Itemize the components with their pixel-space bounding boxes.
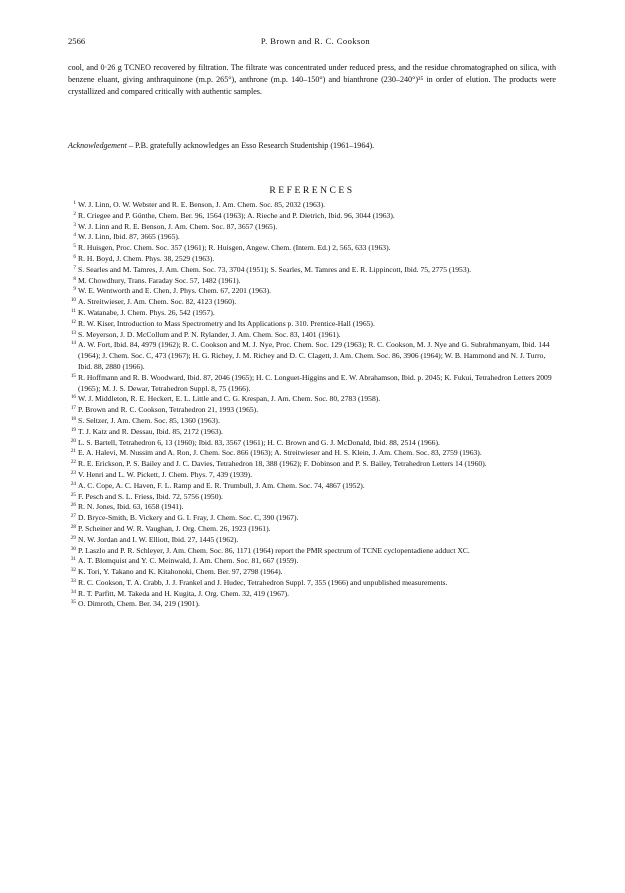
reference-text: A. Streitwieser, J. Am. Chem. Soc. 82, 4123 (1960). (78, 297, 237, 307)
reference-number: 18 (70, 415, 76, 422)
reference-text: A. T. Blomquist and Y. C. Meinwald, J. Am. Chem. Soc. 81, 667 (1959). (78, 556, 299, 566)
reference-text: R. N. Jones, Ibid. 63, 1658 (1941). (78, 502, 184, 512)
reference-item (68, 546, 556, 557)
reference-item (68, 589, 556, 600)
acknowledgement-text: – P.B. gratefully acknowledges an Esso Research Studentship (1961–1964). (126, 141, 375, 150)
reference-item (68, 297, 556, 308)
reference-item (68, 459, 556, 470)
reference-number: 5 (73, 243, 76, 250)
running-head: P. Brown and R. C. Cookson (260, 36, 371, 46)
reference-number: 15 (70, 372, 76, 379)
reference-text: W. J. Middleton, R. E. Heckert, E. L. Little and C. G. Krespan, J. Am. Chem. Soc. 80, 2783 (1958). (78, 394, 381, 404)
reference-item (68, 513, 556, 524)
reference-number: 12 (70, 318, 76, 325)
reference-item (68, 481, 556, 492)
reference-item (68, 448, 556, 459)
acknowledgement-label: Acknowledgement (68, 141, 127, 150)
reference-text: R. Huisgen, Proc. Chem. Soc. 357 (1961); R. Huisgen, Angew. Chem. (Intern. Ed.) 2, 565, 633 (1963). (78, 243, 391, 253)
reference-text: K. Watanabe, J. Chem. Phys. 26, 542 (1957). (78, 307, 215, 317)
reference-number: 9 (73, 286, 76, 293)
reference-text: S. Seltzer, J. Am. Chem. Soc. 85, 1360 (1963). (78, 415, 220, 425)
reference-item (68, 416, 556, 427)
reference-number: 21 (70, 448, 76, 455)
reference-item (68, 502, 556, 513)
reference-number: 13 (70, 329, 76, 336)
reference-number: 3 (73, 221, 76, 228)
reference-item (68, 427, 556, 438)
reference-text: R. C. Cookson, T. A. Crabb, J. J. Frankel and J. Hudec, Tetrahedron Suppl. 7, 355 (1966) and unpublished measurements. (78, 577, 448, 587)
reference-number: 33 (70, 577, 76, 584)
reference-item (68, 373, 556, 395)
reference-item (68, 567, 556, 578)
reference-number: 28 (70, 523, 76, 530)
reference-item (68, 308, 556, 319)
reference-number: 19 (70, 426, 76, 433)
reference-item (68, 211, 556, 222)
reference-item (68, 578, 556, 589)
reference-item (68, 276, 556, 287)
reference-item (68, 319, 556, 330)
reference-text: V. Henri and L. W. Pickett, J. Chem. Phys. 7, 439 (1939). (78, 469, 253, 479)
reference-number: 26 (70, 502, 76, 509)
reference-text: W. J. Linn and R. E. Benson, J. Am. Chem. Soc. 87, 3657 (1965). (78, 221, 278, 231)
reference-number: 29 (70, 534, 76, 541)
reference-item (68, 222, 556, 233)
reference-number: 24 (70, 480, 76, 487)
reference-text: A. W. Fort, Ibid. 84, 4979 (1962); R. C. Cookson and M. J. Nye, Proc. Chem. Soc. 129 (1963); R. C. Cookson, M. J. Nye and G. Subrahmanyam, Ibid. 144 (1964); J. Chem. Soc. C, 473 (1967); H. G. Richey, J. M. Richey and D. C. Clagett, J. Am. Chem. Soc. 86, 3906 (1964); W. B. Hammond and N. J. Turro, Ibid. 88, 2880 (1966). (78, 340, 550, 371)
reference-number: 35 (70, 599, 76, 606)
reference-number: 27 (70, 513, 76, 520)
reference-text: R. W. Kiser, Introduction to Mass Spectrometry and Its Applications p. 310. Prentice-Hall (1965). (78, 318, 375, 328)
reference-text: M. Chowdhury, Trans. Faraday Soc. 57, 1482 (1961). (78, 275, 241, 285)
reference-item (68, 470, 556, 481)
reference-text: R. T. Parfitt, M. Takeda and H. Kugita, J. Org. Chem. 32, 419 (1967). (78, 588, 290, 598)
reference-text: S. Meyerson, J. D. McCollum and P. N. Rylander, J. Am. Chem. Soc. 83, 1401 (1961). (78, 329, 341, 339)
reference-item (68, 254, 556, 265)
reference-text: R. Criegee and P. Günthe, Chem. Ber. 96, 1564 (1963); A. Rieche and P. Dietrich, Ibid. 96, 3044 (1963). (78, 210, 395, 220)
reference-item (68, 492, 556, 503)
reference-item (68, 405, 556, 416)
reference-number: 25 (70, 491, 76, 498)
reference-text: W. E. Wentworth and E. Chen, J. Phys. Chem. 67, 2201 (1963). (78, 286, 272, 296)
reference-text: P. Brown and R. C. Cookson, Tetrahedron 21, 1993 (1965). (78, 405, 259, 415)
reference-item (68, 330, 556, 341)
reference-item (68, 438, 556, 449)
reference-text: O. Dimroth, Chem. Ber. 34, 219 (1901). (78, 599, 200, 609)
references-list (68, 200, 556, 610)
reference-text: P. Laszlo and P. R. Schleyer, J. Am. Chem. Soc. 86, 1171 (1964) report the PMR spectrum of TCNE cyclopentadiene adduct XC. (78, 545, 470, 555)
reference-text: A. C. Cope, A. C. Haven, F. L. Ramp and E. R. Trumbull, J. Am. Chem. Soc. 74, 4867 (1952). (78, 480, 365, 490)
reference-text: F. Pesch and S. L. Friess, Ibid. 72, 5756 (1950). (78, 491, 223, 501)
reference-item (68, 286, 556, 297)
reference-number: 20 (70, 437, 76, 444)
reference-text: N. W. Jordan and I. W. Elliott, Ibid. 27, 1445 (1962). (78, 534, 239, 544)
reference-number: 2 (73, 210, 76, 217)
reference-number: 4 (73, 232, 76, 239)
reference-item (68, 232, 556, 243)
reference-number: 30 (70, 545, 76, 552)
reference-item (68, 524, 556, 535)
reference-number: 14 (70, 340, 76, 347)
references-heading: REFERENCES (269, 185, 355, 196)
reference-text: R. Hoffmann and R. B. Woodward, Ibid. 87, 2046 (1965); H. C. Longuet-Higgins and E. W. Abrahamson, Ibid. p. 2045; K. Fukui, Tetrahedron Letters 2009 (1965); M. J. S. Dewar, Tetrahedron Suppl. 8, 75 (1966). (78, 372, 552, 393)
reference-item (68, 599, 556, 610)
reference-item (68, 265, 556, 276)
reference-number: 10 (70, 297, 76, 304)
reference-number: 17 (70, 405, 76, 412)
reference-number: 8 (73, 275, 76, 282)
reference-text: R. H. Boyd, J. Chem. Phys. 38, 2529 (1963). (78, 253, 215, 263)
reference-text: R. E. Erickson, P. S. Bailey and J. C. Davies, Tetrahedron 18, 388 (1962); F. Dobinson and P. S. Bailey, Tetrahedron Letters 14 (1960). (78, 459, 487, 469)
reference-number: 22 (70, 459, 76, 466)
reference-item (68, 200, 556, 211)
reference-number: 11 (71, 307, 76, 314)
acknowledgement (68, 140, 556, 152)
reference-number: 16 (70, 394, 76, 401)
reference-number: 34 (70, 588, 76, 595)
reference-text: E. A. Halevi, M. Nussim and A. Ron, J. Chem. Soc. 866 (1963); A. Streitwieser and H. S. Klein, J. Am. Chem. Soc. 83, 2759 (1963). (78, 448, 482, 458)
reference-number: 32 (70, 567, 76, 574)
page-header (68, 36, 563, 50)
reference-item (68, 243, 556, 254)
reference-item (68, 340, 556, 372)
reference-text: T. J. Katz and R. Dessau, Ibid. 85, 2172 (1963). (78, 426, 223, 436)
reference-text: L. S. Bartell, Tetrahedron 6, 13 (1960); Ibid. 83, 3567 (1961); H. C. Brown and G. J. McDonald, Ibid. 88, 2514 (1966). (78, 437, 440, 447)
reference-number: 1 (73, 200, 76, 206)
reference-text: S. Searles and M. Tamres, J. Am. Chem. Soc. 73, 3704 (1951); S. Searles, M. Tamres and E. R. Lippincott, Ibid. 75, 2775 (1953). (78, 264, 472, 274)
reference-text: K. Tori, Y. Takano and K. Kitahonoki, Chem. Ber. 97, 2798 (1964). (78, 567, 283, 577)
reference-text: W. J. Linn, O. W. Webster and R. E. Benson, J. Am. Chem. Soc. 85, 2032 (1963). (78, 200, 326, 209)
reference-number: 31 (70, 556, 76, 563)
reference-number: 6 (73, 253, 76, 260)
reference-text: W. J. Linn, Ibid. 87, 3665 (1965). (78, 232, 180, 242)
experimental-paragraph: cool, and 0·26 g TCNEO recovered by filtration. The filtrate was concentrated under reduced press, and the residue chromatographed on silica, with benzene eluant, giving anthraquinone (m.p. 265°), anthrone (m.p. 140–150°) and bianthrone (230–240°)³⁵ in order of elution. The products were crystallized and compared critically with authentic samples. (68, 63, 556, 96)
reference-text: P. Scheiner and W. R. Vaughan, J. Org. Chem. 26, 1923 (1961). (78, 523, 271, 533)
reference-number: 23 (70, 469, 76, 476)
reference-item (68, 394, 556, 405)
page-number: 2566 (68, 36, 86, 46)
reference-item (68, 535, 556, 546)
reference-number: 7 (73, 264, 76, 271)
reference-text: D. Bryce-Smith, B. Vickery and G. I. Fray, J. Chem. Soc. C, 390 (1967). (78, 513, 299, 523)
reference-item (68, 556, 556, 567)
